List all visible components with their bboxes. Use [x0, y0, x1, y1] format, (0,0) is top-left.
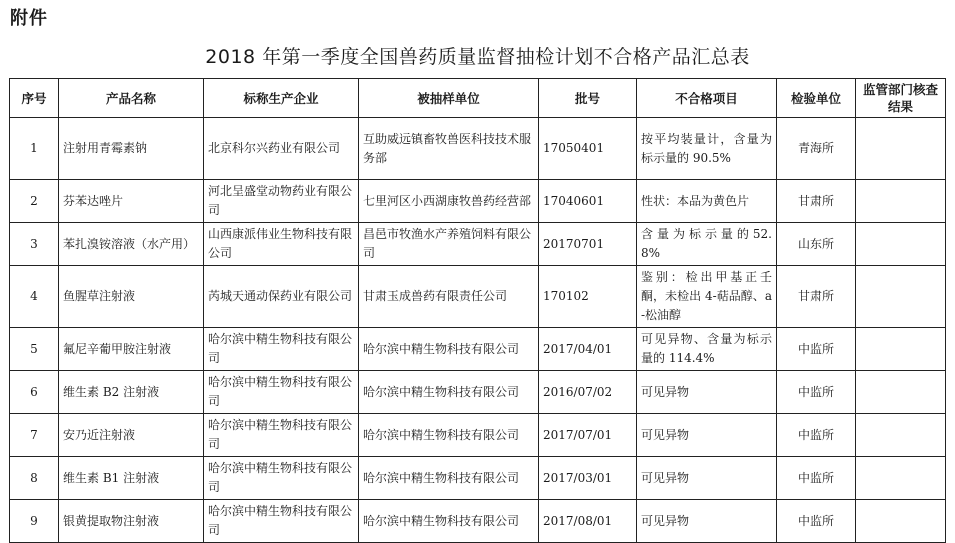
cell-product: 银黄提取物注射液	[59, 500, 204, 543]
header-manufacturer: 标称生产企业	[204, 79, 359, 118]
table-row	[10, 118, 946, 180]
table-row	[10, 457, 946, 500]
cell-result	[856, 371, 946, 414]
table-header-row	[10, 79, 946, 118]
cell-batch: 20170701	[539, 223, 637, 266]
cell-sampled-unit: 哈尔滨中精生物科技有限公司	[359, 457, 539, 500]
cell-product: 鱼腥草注射液	[59, 266, 204, 328]
cell-no: 6	[10, 371, 59, 414]
document-title: 2018 年第一季度全国兽药质量监督抽检计划不合格产品汇总表	[205, 46, 750, 68]
cell-sampled-unit: 哈尔滨中精生物科技有限公司	[359, 328, 539, 371]
cell-product: 注射用青霉素钠	[59, 118, 204, 180]
cell-failed-item: 可见异物	[637, 500, 777, 543]
cell-manufacturer: 芮城天通动保药业有限公司	[204, 266, 359, 328]
cell-sampled-unit: 哈尔滨中精生物科技有限公司	[359, 414, 539, 457]
cell-manufacturer: 哈尔滨中精生物科技有限公司	[204, 371, 359, 414]
cell-product: 维生素 B2 注射液	[59, 371, 204, 414]
cell-result	[856, 223, 946, 266]
attachment-label: 附件	[10, 8, 48, 29]
cell-product: 芬苯达唑片	[59, 180, 204, 223]
cell-lab: 中监所	[777, 328, 856, 371]
cell-result	[856, 500, 946, 543]
header-lab: 检验单位	[777, 79, 856, 118]
cell-failed-item: 可见异物	[637, 414, 777, 457]
cell-sampled-unit: 哈尔滨中精生物科技有限公司	[359, 500, 539, 543]
cell-lab: 中监所	[777, 414, 856, 457]
cell-manufacturer: 山西康派伟业生物科技有限公司	[204, 223, 359, 266]
cell-sampled-unit: 互助威远镇畜牧兽医科技技术服务部	[359, 118, 539, 180]
table-row	[10, 223, 946, 266]
cell-failed-item: 鉴别：检出甲基正壬酮，未检出 4-萜品醇、a-松油醇	[637, 266, 777, 328]
cell-manufacturer: 哈尔滨中精生物科技有限公司	[204, 457, 359, 500]
cell-manufacturer: 哈尔滨中精生物科技有限公司	[204, 328, 359, 371]
cell-no: 5	[10, 328, 59, 371]
cell-result	[856, 266, 946, 328]
cell-lab: 中监所	[777, 371, 856, 414]
cell-product: 苯扎溴铵溶液（水产用）	[59, 223, 204, 266]
table-row	[10, 414, 946, 457]
cell-lab: 中监所	[777, 457, 856, 500]
cell-sampled-unit: 甘肃玉成兽药有限责任公司	[359, 266, 539, 328]
cell-sampled-unit: 七里河区小西湖康牧兽药经营部	[359, 180, 539, 223]
cell-batch: 2017/04/01	[539, 328, 637, 371]
cell-sampled-unit: 昌邑市牧渔水产养殖饲料有限公司	[359, 223, 539, 266]
cell-sampled-unit: 哈尔滨中精生物科技有限公司	[359, 371, 539, 414]
cell-failed-item: 可见异物	[637, 457, 777, 500]
cell-batch: 2017/07/01	[539, 414, 637, 457]
cell-manufacturer: 北京科尔兴药业有限公司	[204, 118, 359, 180]
cell-no: 3	[10, 223, 59, 266]
cell-manufacturer: 哈尔滨中精生物科技有限公司	[204, 414, 359, 457]
header-product: 产品名称	[59, 79, 204, 118]
header-no: 序号	[10, 79, 59, 118]
cell-result	[856, 118, 946, 180]
cell-result	[856, 180, 946, 223]
unqualified-products-table	[9, 78, 946, 543]
cell-failed-item: 按平均装量计，含量为标示量的 90.5%	[637, 118, 777, 180]
cell-result	[856, 328, 946, 371]
cell-failed-item: 含 量 为 标 示 量 的 52.8%	[637, 223, 777, 266]
cell-no: 2	[10, 180, 59, 223]
table-row	[10, 328, 946, 371]
cell-no: 4	[10, 266, 59, 328]
cell-batch: 2017/03/01	[539, 457, 637, 500]
cell-lab: 甘肃所	[777, 266, 856, 328]
cell-lab: 山东所	[777, 223, 856, 266]
cell-batch: 17050401	[539, 118, 637, 180]
cell-result	[856, 414, 946, 457]
cell-batch: 170102	[539, 266, 637, 328]
cell-product: 氟尼辛葡甲胺注射液	[59, 328, 204, 371]
header-sampled-unit: 被抽样单位	[359, 79, 539, 118]
table-row	[10, 180, 946, 223]
table-row	[10, 371, 946, 414]
cell-manufacturer: 河北呈盛堂动物药业有限公司	[204, 180, 359, 223]
cell-no: 1	[10, 118, 59, 180]
header-batch: 批号	[539, 79, 637, 118]
cell-lab: 青海所	[777, 118, 856, 180]
cell-batch: 17040601	[539, 180, 637, 223]
header-failed-item: 不合格项目	[637, 79, 777, 118]
cell-failed-item: 性状：本品为黄色片	[637, 180, 777, 223]
cell-no: 9	[10, 500, 59, 543]
cell-manufacturer: 哈尔滨中精生物科技有限公司	[204, 500, 359, 543]
cell-failed-item: 可见异物、含量为标示量的 114.4%	[637, 328, 777, 371]
cell-batch: 2016/07/02	[539, 371, 637, 414]
table-row	[10, 500, 946, 543]
cell-lab: 中监所	[777, 500, 856, 543]
cell-product: 安乃近注射液	[59, 414, 204, 457]
cell-no: 8	[10, 457, 59, 500]
header-result: 监管部门核查结果	[856, 79, 946, 118]
cell-failed-item: 可见异物	[637, 371, 777, 414]
cell-lab: 甘肃所	[777, 180, 856, 223]
cell-product: 维生素 B1 注射液	[59, 457, 204, 500]
cell-no: 7	[10, 414, 59, 457]
cell-result	[856, 457, 946, 500]
cell-batch: 2017/08/01	[539, 500, 637, 543]
table-row	[10, 266, 946, 328]
